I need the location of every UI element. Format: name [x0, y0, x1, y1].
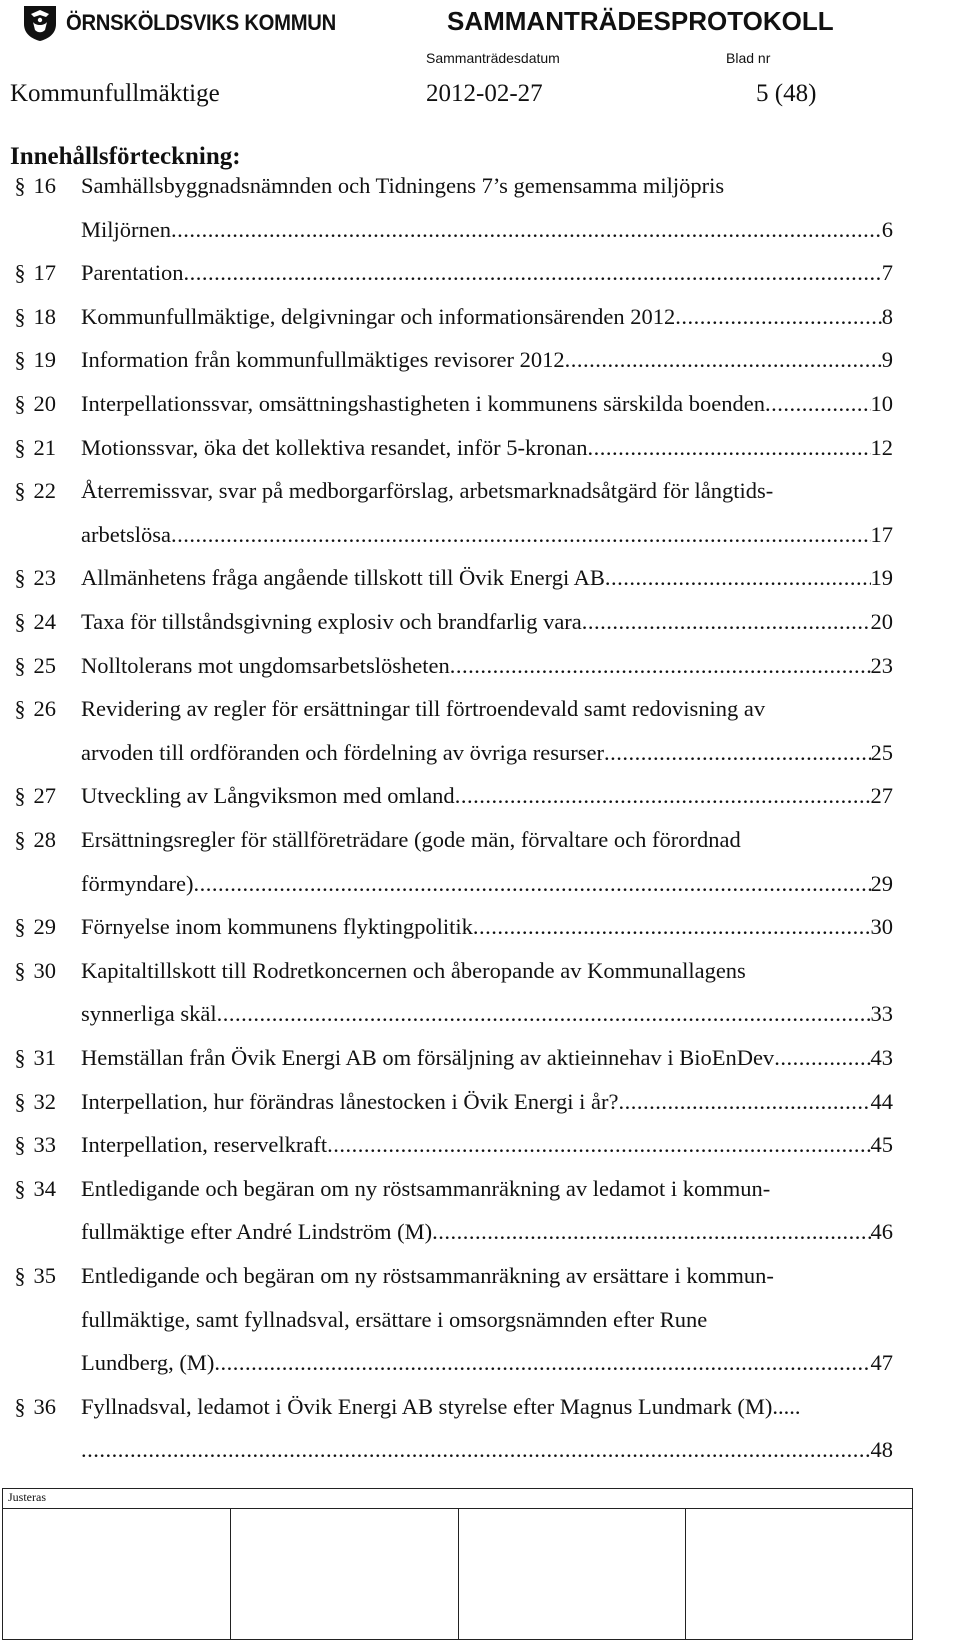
section-symbol: §: [14, 1045, 26, 1070]
toc-line: [0, 1082, 960, 1122]
justeras-header: [3, 1489, 912, 1509]
toc-entry-text: Entledigande och begäran om ny röstsammanräkning av ersättare i kommun-: [81, 1263, 774, 1288]
toc-page-number: 9: [881, 347, 893, 373]
body-name: Kommunfullmäktige: [10, 80, 220, 107]
toc-entry-title: Förnyelse inom kommunens flyktingpolitik: [81, 914, 473, 940]
toc-line: [0, 515, 960, 555]
toc-title: Innehållsförteckning:: [10, 143, 241, 170]
toc-line: [0, 1212, 960, 1252]
toc-line: [0, 253, 960, 293]
toc-entry-text: Kapitaltillskott till Rodretkoncernen och åberopande av Kommunallagens: [81, 957, 746, 983]
toc-leader-line: [81, 515, 893, 555]
toc-line: [0, 384, 960, 424]
toc-entry-title: Utveckling av Långviksmon med omland: [81, 783, 455, 809]
section-number: 31: [33, 1045, 56, 1070]
toc-line: [0, 864, 960, 904]
section-number: 27: [33, 783, 56, 809]
section-symbol: §: [14, 260, 26, 286]
dot-leader: [450, 646, 871, 686]
toc-leader-line: [81, 1125, 893, 1165]
toc-entry-title: fullmäktige efter André Lindström (M): [81, 1219, 433, 1245]
toc-leader-line: [81, 733, 893, 773]
toc-line: [0, 1387, 960, 1427]
toc-line: [0, 558, 960, 598]
signature-cell: [230, 1509, 459, 1639]
section-symbol: §: [14, 827, 26, 852]
toc-leader-line: [81, 1212, 893, 1252]
document-type: SAMMANTRÄDESPROTOKOLL: [447, 6, 834, 36]
toc-line: [0, 1430, 960, 1470]
toc-line: [0, 689, 960, 729]
dot-leader: [81, 1430, 871, 1470]
section-symbol: §: [14, 1132, 26, 1158]
toc-leader-line: [81, 646, 893, 686]
dot-leader: [193, 864, 870, 904]
municipal-crest-icon: [22, 4, 58, 42]
section-symbol: §: [14, 957, 26, 983]
section-number: 17: [33, 260, 56, 286]
dot-leader: [587, 428, 870, 468]
toc-line: [0, 776, 960, 816]
toc-leader-line: [81, 297, 893, 337]
toc-line: [0, 602, 960, 642]
dot-leader: [214, 1343, 870, 1383]
section-symbol: §: [14, 347, 26, 373]
section-number: 28: [33, 827, 56, 852]
toc-page-number: 29: [870, 870, 893, 896]
section-symbol: §: [14, 391, 26, 416]
section-number: 25: [33, 652, 56, 678]
toc-entry-title: Hemställan från Övik Energi AB om försäljning av aktieinnehav i BioEnDev: [81, 1045, 775, 1070]
dot-leader: [619, 1082, 871, 1122]
section-number: 19: [33, 347, 56, 373]
toc-leader-line: [81, 210, 893, 250]
section-symbol: §: [14, 565, 26, 591]
dot-leader: [432, 1212, 870, 1252]
signature-cell: [458, 1509, 686, 1639]
section-number: 34: [33, 1175, 56, 1201]
toc-page-number: 12: [870, 434, 893, 460]
toc-line: [0, 471, 960, 511]
toc-line: [0, 166, 960, 206]
dot-leader: [765, 384, 871, 424]
toc-entry-text: Återremissvar, svar på medborgarförslag, arbetsmarknadsåtgärd för långtids-: [81, 478, 774, 504]
toc-leader-line: [81, 602, 893, 642]
section-number: 24: [33, 609, 56, 634]
section-number: 29: [33, 914, 56, 940]
toc-entry-title: Lundberg, (M): [81, 1350, 215, 1376]
toc-line: [0, 297, 960, 337]
toc-line: [0, 1038, 960, 1078]
section-symbol: §: [14, 434, 26, 460]
toc-entry-title: Nolltolerans mot ungdomsarbetslösheten: [81, 652, 450, 678]
toc-entry-title: Interpellation, hur förändras lånestocken i Övik Energi i år?: [81, 1088, 619, 1114]
section-symbol: §: [14, 303, 26, 329]
toc-line: [0, 907, 960, 947]
section-number: 33: [33, 1132, 56, 1158]
toc-page-number: 20: [870, 609, 893, 634]
toc-entry-text: Entledigande och begäran om ny röstsammanräkning av ledamot i kommun-: [81, 1175, 771, 1201]
toc-entry-text: Ersättningsregler för ställföreträdare (gode män, förvaltare och förordnad: [81, 827, 741, 852]
dot-leader: [455, 776, 871, 816]
section-number: 20: [33, 391, 56, 416]
section-symbol: §: [14, 652, 26, 678]
toc-page-number: 30: [870, 914, 893, 940]
toc-page-number: 47: [870, 1350, 893, 1376]
header-logo: [22, 4, 359, 42]
toc-entry-title: Kommunfullmäktige, delgivningar och informationsärenden 2012: [81, 303, 676, 329]
toc-page-number: 43: [870, 1045, 893, 1070]
toc-entry-title: Motionssvar, öka det kollektiva resandet, inför 5-kronan: [81, 434, 588, 460]
toc-line: [0, 1256, 960, 1296]
toc-page-number: 48: [870, 1437, 893, 1463]
dot-leader: [217, 994, 871, 1034]
section-number: 18: [33, 303, 56, 329]
section-symbol: §: [14, 914, 26, 940]
toc-line: [0, 1125, 960, 1165]
toc-line: [0, 1343, 960, 1383]
meeting-date: 2012-02-27: [426, 80, 543, 107]
section-number: 35: [33, 1263, 56, 1288]
section-number: 26: [33, 696, 56, 722]
toc-leader-line: [81, 994, 893, 1034]
dot-leader: [171, 210, 882, 250]
signature-cell: [3, 1509, 231, 1639]
section-number: 23: [33, 565, 56, 591]
section-number: 32: [33, 1088, 56, 1114]
toc-leader-line: [81, 253, 893, 293]
toc-page-number: 6: [881, 216, 893, 242]
dot-leader: [675, 297, 882, 337]
dot-leader: [604, 733, 871, 773]
toc-page-number: 10: [870, 391, 893, 416]
toc-entry-title: arvoden till ordföranden och fördelning av övriga resurser: [81, 739, 604, 765]
dot-leader: [582, 602, 871, 642]
section-number: 30: [33, 957, 56, 983]
toc-leader-line: [81, 776, 893, 816]
section-symbol: §: [14, 478, 26, 504]
dot-leader: [473, 907, 871, 947]
toc-line: [0, 1300, 960, 1340]
dot-leader: [774, 1038, 870, 1078]
toc-line: [0, 733, 960, 773]
section-number: 16: [33, 173, 56, 198]
toc-leader-line: [81, 428, 893, 468]
toc-leader-line: [81, 1038, 893, 1078]
toc-entry-title: Taxa för tillståndsgivning explosiv och brandfarlig vara: [81, 609, 582, 634]
toc-leader-line: [81, 384, 893, 424]
toc-entry-title: Information från kommunfullmäktiges revisorer 2012: [81, 347, 565, 373]
toc-page-number: 44: [870, 1088, 893, 1114]
toc-page-number: 27: [870, 783, 893, 809]
page-number: 5 (48): [756, 80, 817, 107]
toc-leader-line: [81, 864, 893, 904]
toc-entry-title: Interpellationssvar, omsättningshastigheten i kommunens särskilda boenden: [81, 391, 765, 416]
toc-page-number: 17: [870, 521, 893, 547]
toc-entry-text: Revidering av regler för ersättningar till förtroendevald samt redovisning av: [81, 696, 766, 722]
toc-leader-line: [81, 1082, 893, 1122]
section-symbol: §: [14, 696, 26, 722]
toc-page-number: 33: [870, 1001, 893, 1027]
toc-line: [0, 1169, 960, 1209]
toc-entry-title: arbetslösa: [81, 521, 171, 547]
toc-entry-text: Fyllnadsval, ledamot i Övik Energi AB styrelse efter Magnus Lundmark (M).....: [81, 1393, 801, 1419]
toc-leader-line: [81, 1430, 893, 1470]
toc-leader-line: [81, 340, 893, 380]
toc-line: [0, 994, 960, 1034]
toc-line: [0, 210, 960, 250]
toc-entry-title: Parentation: [81, 260, 184, 286]
toc-page-number: 23: [870, 652, 893, 678]
justeras-box: [2, 1488, 913, 1640]
section-number: 36: [33, 1393, 56, 1419]
toc-line: [0, 340, 960, 380]
section-symbol: §: [14, 1393, 26, 1419]
toc-entry-title: förmyndare): [81, 870, 194, 896]
toc-page-number: 7: [881, 260, 893, 286]
section-number: 21: [33, 434, 56, 460]
dot-leader: [565, 340, 882, 380]
section-symbol: §: [14, 1263, 26, 1288]
dot-leader: [171, 515, 871, 555]
toc-entry-text: fullmäktige, samt fyllnadsval, ersättare i omsorgsnämnden efter Rune: [81, 1306, 708, 1332]
toc-line: [0, 951, 960, 991]
toc-page-number: 8: [881, 303, 893, 329]
section-symbol: §: [14, 783, 26, 809]
toc-line: [0, 428, 960, 468]
toc-entry-title: Allmänhetens fråga angående tillskott till Övik Energi AB: [81, 565, 605, 591]
dot-leader: [183, 253, 881, 293]
toc-entry-title: Interpellation, reservelkraft: [81, 1132, 328, 1158]
date-label: Sammanträdesdatum: [426, 50, 560, 66]
toc-leader-line: [81, 1343, 893, 1383]
toc-page-number: 45: [870, 1132, 893, 1158]
section-symbol: §: [14, 1088, 26, 1114]
dot-leader: [605, 558, 871, 598]
toc-page-number: 19: [870, 565, 893, 591]
toc-leader-line: [81, 907, 893, 947]
section-symbol: §: [14, 173, 26, 198]
toc-leader-line: [81, 558, 893, 598]
section-symbol: §: [14, 609, 26, 634]
toc-entry-title: Miljörnen: [81, 216, 171, 242]
toc-entry-title: synnerliga skäl: [81, 1001, 217, 1027]
justeras-label: Justeras: [8, 1490, 46, 1504]
section-symbol: §: [14, 1175, 26, 1201]
toc-entry-text: Samhällsbyggnadsnämnden och Tidningens 7’s gemensamma miljöpris: [81, 173, 725, 198]
dot-leader: [327, 1125, 870, 1165]
toc-line: [0, 646, 960, 686]
page-label: Blad nr: [726, 50, 771, 66]
toc-line: [0, 820, 960, 860]
toc-page-number: 25: [870, 739, 893, 765]
section-number: 22: [33, 478, 56, 504]
organization-name: ÖRNSKÖLDSVIKS KOMMUN: [66, 10, 336, 35]
toc-page-number: 46: [870, 1219, 893, 1245]
